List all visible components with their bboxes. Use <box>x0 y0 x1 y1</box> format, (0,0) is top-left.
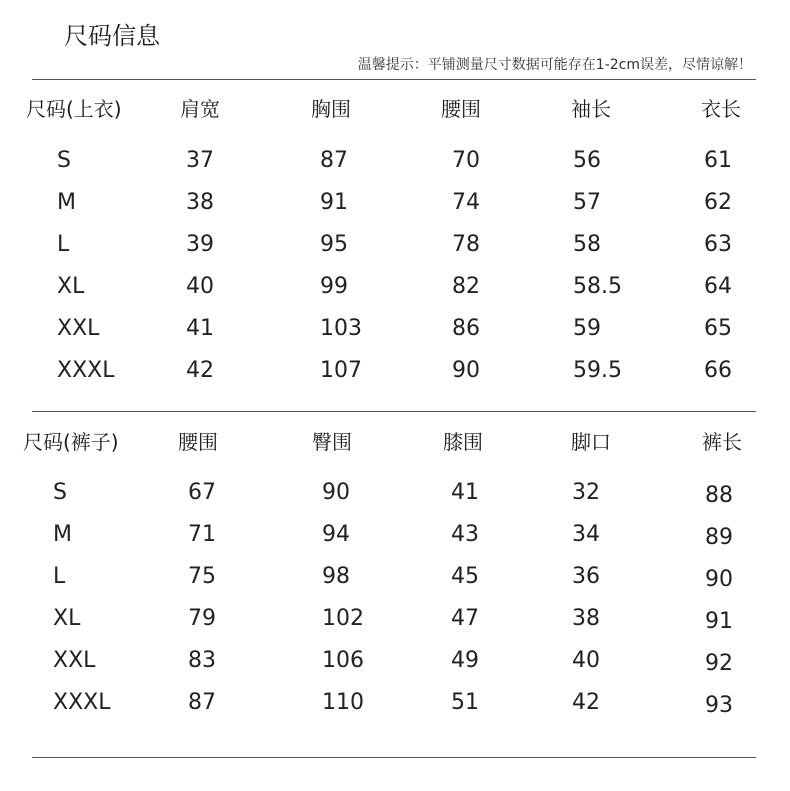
top-row-chest: 95 <box>320 232 348 257</box>
bottom-header-hip: 臀围 <box>312 430 352 454</box>
bottom-row-length: 93 <box>705 693 733 718</box>
bottom-row-length: 92 <box>705 651 733 676</box>
top-row-shoulder: 41 <box>186 316 214 341</box>
bottom-row-size: M <box>53 522 72 547</box>
bottom-row-hip: 90 <box>322 480 350 505</box>
top-row-size: M <box>57 190 76 215</box>
bottom-row-length: 91 <box>705 609 733 634</box>
bottom-header-knee: 膝围 <box>443 430 483 454</box>
top-row-length: 65 <box>704 316 732 341</box>
bottom-row-hip: 102 <box>322 606 364 631</box>
top-row-size: XL <box>57 274 85 299</box>
bottom-row-hip: 110 <box>322 690 364 715</box>
top-divider <box>32 79 756 80</box>
top-row-sleeve: 58 <box>573 232 601 257</box>
top-row-size: L <box>57 232 70 257</box>
bottom-row-knee: 41 <box>451 480 479 505</box>
bottom-row-hem: 40 <box>572 648 600 673</box>
bottom-row-hem: 42 <box>572 690 600 715</box>
bottom-row-hip: 106 <box>322 648 364 673</box>
top-row-waist: 70 <box>452 148 480 173</box>
bottom-divider <box>32 757 756 758</box>
top-header-size: 尺码(上衣) <box>26 97 122 121</box>
bottom-row-size: XL <box>53 606 81 631</box>
bottom-row-size: XXXL <box>53 690 111 715</box>
bottom-row-hem: 38 <box>572 606 600 631</box>
bottom-row-size: S <box>53 480 67 505</box>
top-row-waist: 86 <box>452 316 480 341</box>
top-row-shoulder: 39 <box>186 232 214 257</box>
bottom-row-hem: 34 <box>572 522 600 547</box>
top-row-size: XXL <box>57 316 100 341</box>
top-row-shoulder: 38 <box>186 190 214 215</box>
bottom-header-length: 裤长 <box>702 430 742 454</box>
top-header-waist: 腰围 <box>441 97 481 121</box>
bottom-row-waist: 75 <box>188 564 216 589</box>
top-row-chest: 87 <box>320 148 348 173</box>
bottom-row-size: L <box>53 564 66 589</box>
top-row-length: 64 <box>704 274 732 299</box>
page-title: 尺码信息 <box>64 22 160 50</box>
top-row-sleeve: 58.5 <box>573 274 622 299</box>
top-row-chest: 99 <box>320 274 348 299</box>
bottom-row-knee: 45 <box>451 564 479 589</box>
top-row-size: S <box>57 148 71 173</box>
top-header-length: 衣长 <box>701 97 741 121</box>
top-row-length: 63 <box>704 232 732 257</box>
bottom-row-hem: 36 <box>572 564 600 589</box>
top-row-length: 66 <box>704 358 732 383</box>
bottom-row-waist: 87 <box>188 690 216 715</box>
bottom-row-length: 90 <box>705 567 733 592</box>
top-row-length: 62 <box>704 190 732 215</box>
bottom-row-waist: 83 <box>188 648 216 673</box>
bottom-header-waist: 腰围 <box>178 430 218 454</box>
top-row-size: XXXL <box>57 358 115 383</box>
bottom-row-length: 89 <box>705 525 733 550</box>
bottom-row-hip: 94 <box>322 522 350 547</box>
bottom-row-size: XXL <box>53 648 96 673</box>
top-row-sleeve: 59.5 <box>573 358 622 383</box>
top-row-waist: 74 <box>452 190 480 215</box>
top-row-waist: 78 <box>452 232 480 257</box>
top-header-shoulder: 肩宽 <box>180 97 220 121</box>
top-row-sleeve: 57 <box>573 190 601 215</box>
top-row-waist: 90 <box>452 358 480 383</box>
middle-divider <box>32 411 756 412</box>
measurement-note: 温馨提示：平铺测量尺寸数据可能存在1-2cm误差，尽情谅解！ <box>357 57 752 73</box>
top-row-shoulder: 37 <box>186 148 214 173</box>
top-header-chest: 胸围 <box>311 97 351 121</box>
bottom-row-knee: 49 <box>451 648 479 673</box>
top-row-length: 61 <box>704 148 732 173</box>
bottom-row-knee: 43 <box>451 522 479 547</box>
top-row-waist: 82 <box>452 274 480 299</box>
bottom-row-knee: 47 <box>451 606 479 631</box>
bottom-row-waist: 79 <box>188 606 216 631</box>
bottom-row-length: 88 <box>705 483 733 508</box>
top-row-chest: 91 <box>320 190 348 215</box>
bottom-header-hem: 脚口 <box>571 430 611 454</box>
bottom-row-hip: 98 <box>322 564 350 589</box>
bottom-row-waist: 71 <box>188 522 216 547</box>
bottom-header-size: 尺码(裤子) <box>23 430 119 454</box>
top-row-shoulder: 42 <box>186 358 214 383</box>
bottom-row-waist: 67 <box>188 480 216 505</box>
top-row-chest: 103 <box>320 316 362 341</box>
bottom-row-knee: 51 <box>451 690 479 715</box>
bottom-row-hem: 32 <box>572 480 600 505</box>
top-row-sleeve: 59 <box>573 316 601 341</box>
top-header-sleeve: 袖长 <box>571 97 611 121</box>
top-row-sleeve: 56 <box>573 148 601 173</box>
top-row-chest: 107 <box>320 358 362 383</box>
top-row-shoulder: 40 <box>186 274 214 299</box>
